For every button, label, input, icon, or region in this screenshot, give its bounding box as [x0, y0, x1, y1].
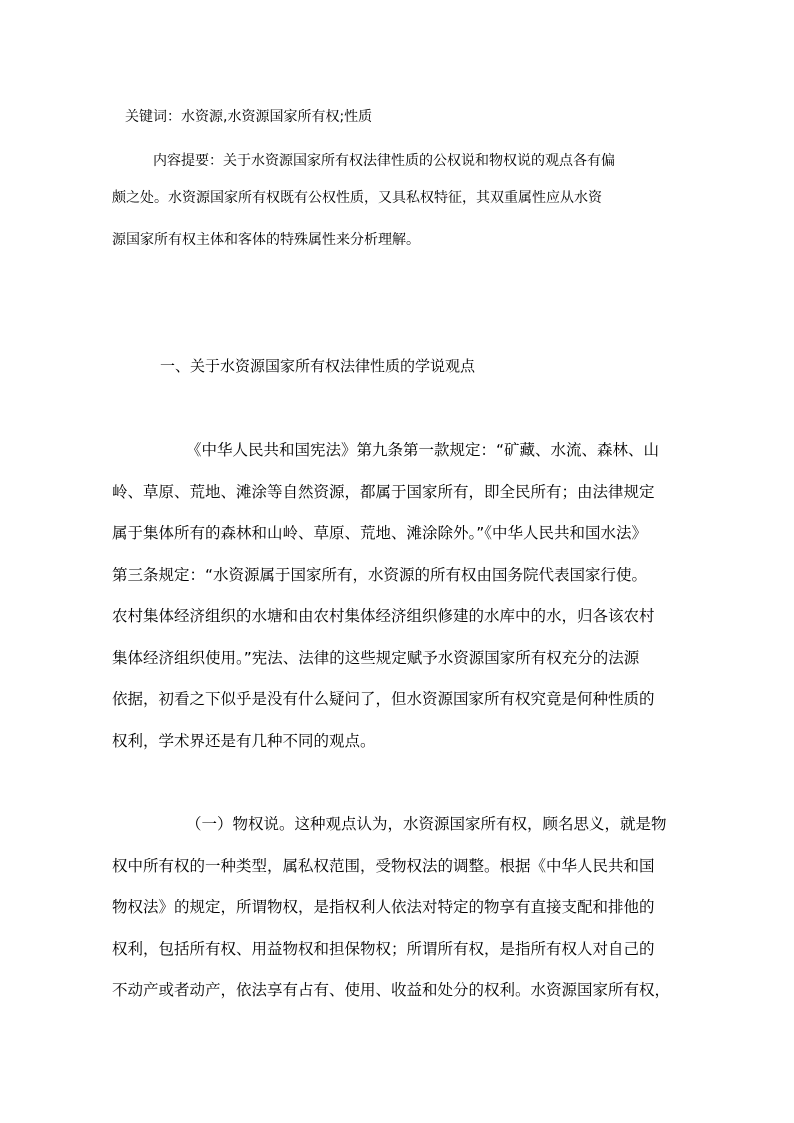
abstract-line-3: 源国家所有权主体和客体的特殊属性来分析理解。 — [112, 232, 420, 248]
paragraph1-line-4: 第三条规定：“水资源属于国家所有，水资源的所有权由国务院代表国家行使。 — [112, 566, 648, 584]
paragraph1-line-8: 权利，学术界还是有几种不同的观点。 — [112, 732, 376, 750]
abstract-line-2: 颇之处。水资源国家所有权既有公权性质，又具私权特征，其双重属性应从水资 — [112, 190, 602, 206]
paragraph2-line-1: （一）物权说。这种观点认为，水资源国家所有权，顾名思义，就是物 — [186, 815, 667, 833]
paragraph1-line-5: 农村集体经济组织的水塘和由农村集体经济组织修建的水库中的水，归各该农村 — [112, 607, 655, 625]
paragraph1-line-6: 集体经济组织使用。”宪法、法律的这些规定赋予水资源国家所有权充分的法源 — [112, 649, 640, 667]
paragraph1-line-7: 依据，初看之下似乎是没有什么疑问了，但水资源国家所有权究竟是何种性质的 — [112, 690, 655, 708]
paragraph2-line-3: 物权法》的规定，所谓物权，是指权利人依法对特定的物享有直接支配和排他的 — [112, 898, 655, 916]
paragraph1-line-2: 岭、草原、荒地、滩涂等自然资源，都属于国家所有，即全民所有；由法律规定 — [112, 483, 655, 501]
keywords-line: 关键词：水资源,水资源国家所有权;性质 — [125, 109, 373, 125]
paragraph2-line-4: 权利，包括所有权、用益物权和担保物权；所谓所有权，是指所有权人对自己的 — [112, 940, 655, 958]
paragraph2-line-2: 权中所有权的一种类型，属私权范围，受物权法的调整。根据《中华人民共和国 — [112, 857, 655, 875]
paragraph1-line-3: 属于集体所有的森林和山岭、草原、荒地、滩涂除外。”《中华人民共和国水法》 — [112, 524, 648, 542]
abstract-line-1: 内容提要：关于水资源国家所有权法律性质的公权说和物权说的观点各有偏 — [153, 153, 615, 169]
paragraph1-line-1: 《中华人民共和国宪法》第九条第一款规定：“矿藏、水流、森林、山 — [186, 441, 660, 459]
paragraph2-line-5: 不动产或者动产，依法享有占有、使用、收益和处分的权利。水资源国家所有权， — [112, 981, 671, 999]
section-heading: 一、关于水资源国家所有权法律性质的学说观点 — [160, 357, 476, 375]
